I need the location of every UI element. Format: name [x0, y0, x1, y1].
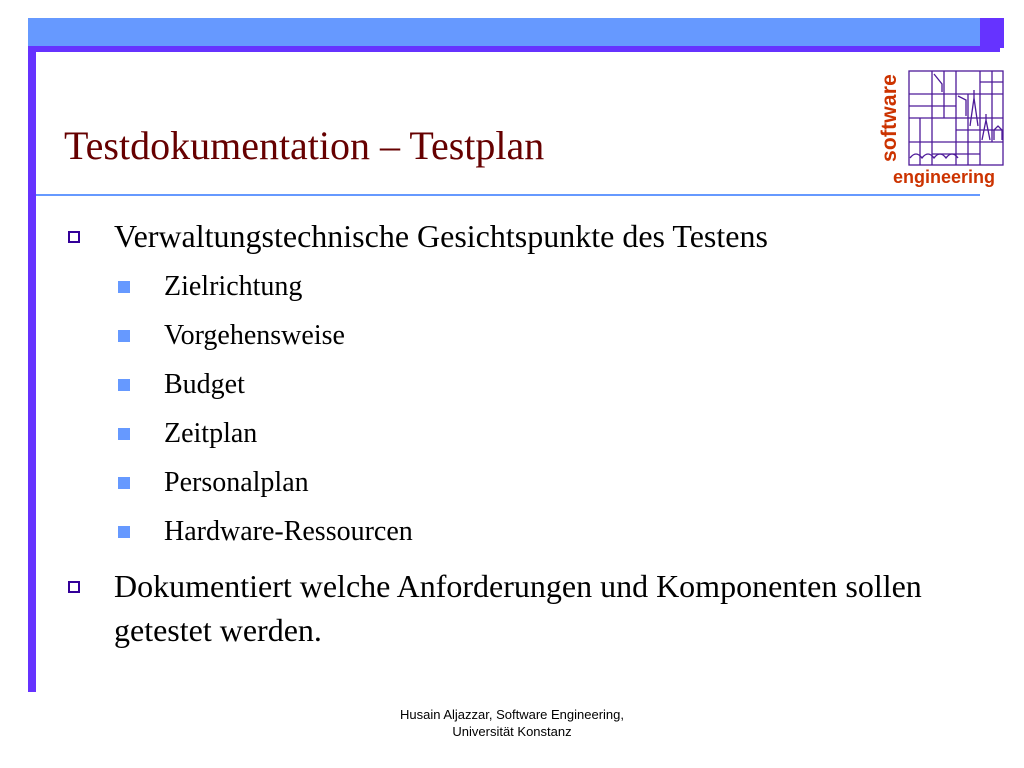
filled-square-bullet-icon: [118, 526, 130, 538]
corner-accent-square: [980, 18, 1004, 48]
logo-word-software: [876, 68, 904, 168]
filled-square-bullet-icon: [118, 428, 130, 440]
bullet-item: [64, 214, 944, 258]
sub-bullet-item: [64, 311, 944, 360]
slide-content: [64, 214, 944, 652]
sub-bullet-item: [64, 262, 944, 311]
footer-line-university: Universität Konstanz: [452, 724, 572, 739]
top-accent-bar-edge: [28, 46, 1000, 52]
sub-bullet-text: Personalplan: [164, 467, 309, 498]
sub-bullet-list: [64, 262, 944, 556]
sub-bullet-item: [64, 458, 944, 507]
bullet-item: [64, 564, 944, 652]
sub-bullet-text: Budget: [164, 369, 245, 400]
filled-square-bullet-icon: [118, 281, 130, 293]
sub-bullet-text: Hardware-Ressourcen: [164, 516, 413, 547]
konstanz-cathedral-grid-logo-icon: [908, 70, 1004, 166]
bullet-text: Dokumentiert welche Anforderungen und Komponenten sollen getestet werden.: [114, 568, 922, 648]
sub-bullet-text: Zielrichtung: [164, 271, 303, 302]
bullet-text: Verwaltungstechnische Gesichtspunkte des Testens: [114, 218, 768, 254]
sub-bullet-item: [64, 360, 944, 409]
hollow-square-bullet-icon: [68, 231, 80, 243]
top-accent-bar: [28, 18, 980, 48]
filled-square-bullet-icon: [118, 330, 130, 342]
hollow-square-bullet-icon: [68, 581, 80, 593]
logo-word-software-text: software: [878, 74, 901, 162]
left-accent-bar: [28, 46, 36, 692]
filled-square-bullet-icon: [118, 379, 130, 391]
sub-bullet-item: [64, 507, 944, 556]
slide-footer: [340, 706, 684, 740]
slide-title: Testdokumentation – Testplan: [64, 123, 545, 168]
footer-line-author: Husain Aljazzar, Software Engineering,: [399, 707, 624, 722]
filled-square-bullet-icon: [118, 477, 130, 489]
title-divider: [36, 194, 980, 196]
sub-bullet-item: [64, 409, 944, 458]
logo-word-engineering: engineering: [893, 167, 996, 187]
sub-bullet-text: Zeitplan: [164, 418, 258, 449]
sub-bullet-text: Vorgehensweise: [164, 320, 345, 351]
